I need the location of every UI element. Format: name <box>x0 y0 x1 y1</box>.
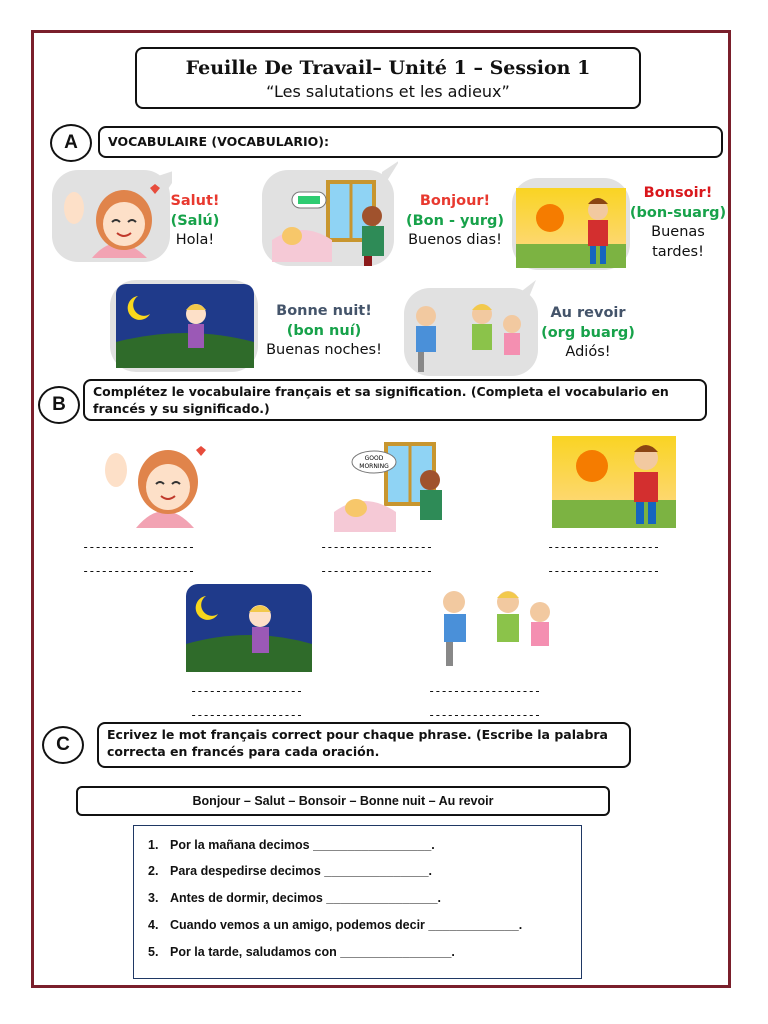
section-c-instruction <box>97 722 631 768</box>
vocab-au-revoir <box>536 304 640 363</box>
sentence-number: 4. <box>148 918 159 932</box>
answer-blank[interactable]: ------------------ <box>428 708 541 722</box>
sentence-number: 2. <box>148 864 159 878</box>
vocab-french-word: Au revoir <box>550 305 626 321</box>
sentence-text: Antes de dormir, decimos ________________. <box>170 891 441 905</box>
vocab-bonsoir <box>628 184 728 262</box>
vocab-spanish-meaning: Hola! <box>175 232 215 249</box>
answer-blank[interactable]: ------------------ <box>320 564 433 578</box>
vocab-french-word: Bonne nuit! <box>276 303 372 319</box>
answer-blank[interactable]: ------------------ <box>82 540 195 554</box>
vocab-salut <box>160 192 230 251</box>
good-morning-picture <box>330 436 454 532</box>
sentences-box <box>133 825 582 979</box>
vocab-spanish-meaning-line2: tardes! <box>652 243 704 260</box>
vocab-spanish-meaning: Buenos dias! <box>408 232 502 249</box>
night-girl-illustration <box>116 284 254 368</box>
answer-blank[interactable]: ------------------ <box>547 540 660 554</box>
sentence-item[interactable] <box>148 864 432 878</box>
vocab-spanish-meaning: Adiós! <box>565 344 611 361</box>
good-morning-illustration <box>262 160 398 270</box>
section-b-instruction-text: Complétez le vocabulaire français et sa signification. (Completa el vocabulario en francés y su significado.) <box>93 384 669 416</box>
section-a-label <box>98 126 723 158</box>
word-bank <box>76 786 610 816</box>
sunset-boy-illustration <box>516 188 626 268</box>
kids-waving-picture <box>434 580 562 674</box>
sentence-number: 1. <box>148 838 159 852</box>
sentence-number: 3. <box>148 891 159 905</box>
vocab-pronunciation: (Bon - yurg) <box>405 212 504 229</box>
sentence-item[interactable] <box>148 838 435 852</box>
page-title: Feuille De Travail– Unité 1 – Session 1 <box>185 57 591 79</box>
sentence-number: 5. <box>148 945 159 959</box>
section-c-marker: C <box>42 726 84 764</box>
sentence-item[interactable] <box>148 945 455 959</box>
answer-blank[interactable]: ------------------ <box>190 708 303 722</box>
section-b-marker: B <box>38 386 80 424</box>
answer-blank[interactable]: ------------------ <box>320 540 433 554</box>
section-b-instruction <box>83 379 707 421</box>
vocab-french-word: Bonsoir! <box>643 185 713 201</box>
waving-girl-picture <box>96 432 214 530</box>
vocab-bonjour <box>400 192 510 251</box>
answer-blank[interactable]: ------------------ <box>82 564 195 578</box>
title-box <box>135 47 641 109</box>
vocab-pronunciation: (Salú) <box>170 212 220 229</box>
vocab-pronunciation: (org buarg) <box>541 324 635 341</box>
sentence-text: Por la tarde, saludamos con ________________. <box>170 945 455 959</box>
sentence-text: Por la mañana decimos _________________. <box>170 838 435 852</box>
vocab-pronunciation: (bon nuí) <box>286 322 362 339</box>
section-a-label-text: VOCABULAIRE (VOCABULARIO): <box>108 134 329 149</box>
vocab-pronunciation: (bon-suarg) <box>629 204 727 221</box>
answer-blank[interactable]: ------------------ <box>547 564 660 578</box>
night-girl-picture <box>186 584 312 672</box>
section-c-instruction-text: Ecrivez le mot français correct pour chaque phrase. (Escribe la palabra correcta en francés para cada oración. <box>107 727 608 759</box>
vocab-french-word: Bonjour! <box>419 193 491 209</box>
kids-waving-goodbye-illustration <box>404 280 540 380</box>
sentence-item[interactable] <box>148 918 522 932</box>
sunset-boy-picture <box>552 436 676 528</box>
vocab-spanish-meaning: Buenas noches! <box>266 342 382 359</box>
answer-blank[interactable]: ------------------ <box>190 684 303 698</box>
bubble-morning-text: MORNING <box>359 463 389 470</box>
sentence-item[interactable] <box>148 891 441 905</box>
bubble-good-text: GOOD <box>364 455 384 462</box>
vocab-spanish-meaning-line1: Buenas <box>651 224 705 241</box>
vocab-french-word: Salut! <box>170 193 220 209</box>
page-subtitle: “Les salutations et les adieux” <box>266 82 510 101</box>
answer-blank[interactable]: ------------------ <box>428 684 541 698</box>
word-bank-text: Bonjour – Salut – Bonsoir – Bonne nuit – Au revoir <box>192 794 494 808</box>
vocab-bonne-nuit <box>256 302 392 361</box>
sentence-text: Cuando vemos a un amigo, podemos decir _____________. <box>170 918 523 932</box>
sentence-text: Para despedirse decimos _______________. <box>170 864 432 878</box>
section-a-marker: A <box>50 124 92 162</box>
waving-girl-illustration <box>52 168 172 268</box>
